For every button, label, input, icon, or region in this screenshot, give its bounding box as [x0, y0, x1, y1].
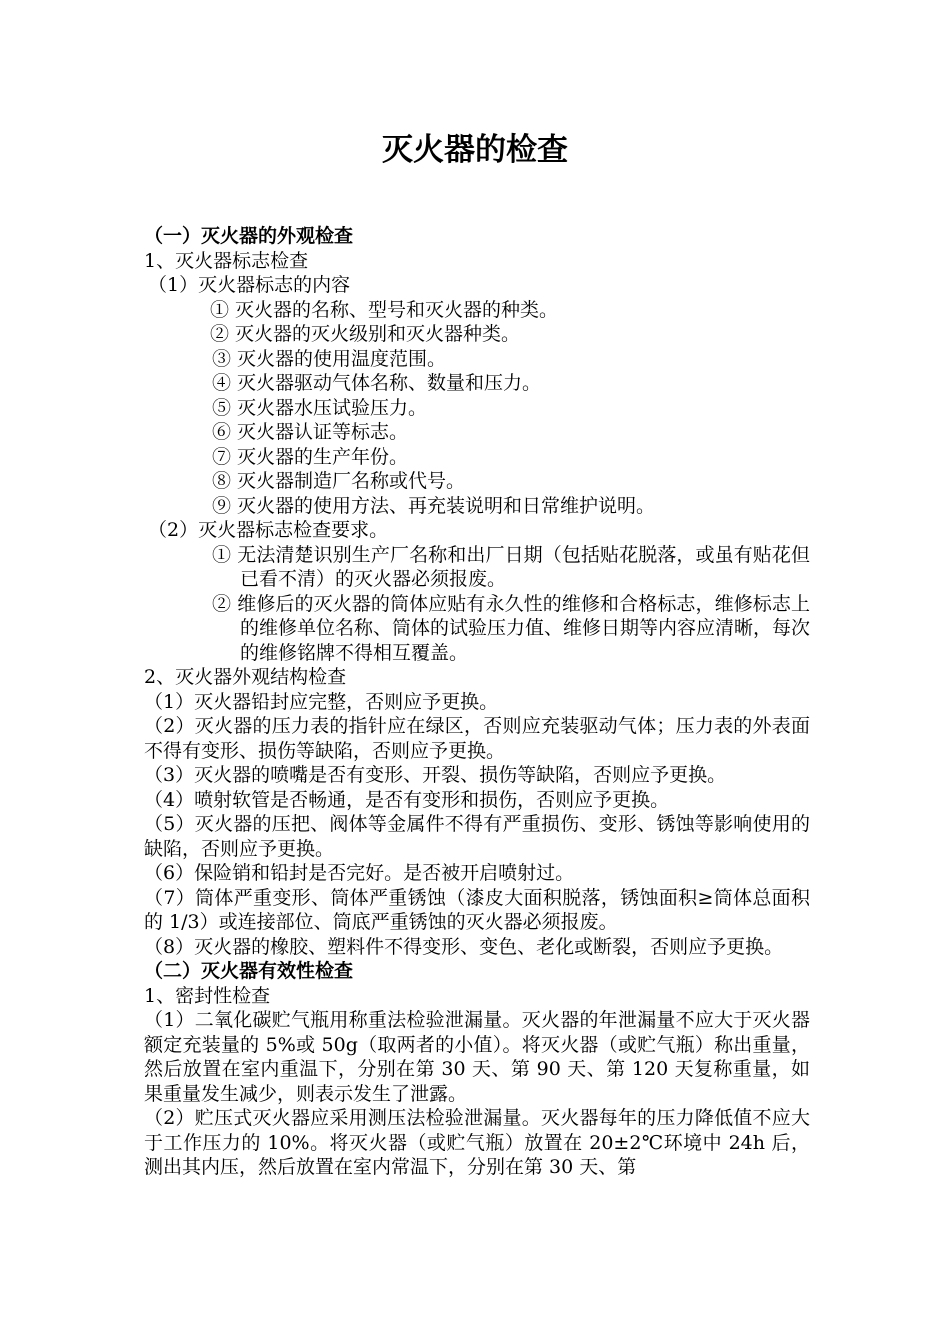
paragraph: （3）灭火器的喷嘴是否有变形、开裂、损伤等缺陷，否则应予更换。 [144, 764, 727, 786]
list-item: ② 维修后的灭火器的筒体应贴有永久性的维修和合格标志，维修标志上的维修单位名称、筒体的试验压力值、维修日期等内容应清晰，每次的维修铭牌不得相互覆盖。 [212, 592, 811, 664]
list-item: ① 灭火器的名称、型号和灭火器的种类。 [210, 298, 559, 321]
paragraph: （1）灭火器铅封应完整，否则应予更换。 [144, 690, 499, 713]
document-title: 灭火器的检查 [382, 132, 568, 168]
subsection-heading: 2、灭火器外观结构检查 [144, 666, 347, 688]
paragraph: （2）贮压式灭火器应采用测压法检验泄漏量。灭火器每年的压力降低值不应大于工作压力的 10%。将灭火器（或贮气瓶）放置在 20±2℃环境中 24h 后，测出其内压，然后放置在室内常温下，分别在第 30 天、第 [144, 1107, 810, 1178]
list-item: ⑥ 灭火器认证等标志。 [212, 421, 409, 443]
section-heading: （一）灭火器的外观检查 [144, 225, 354, 247]
subsection-item-heading: （1）灭火器标志的内容 [148, 274, 351, 296]
list-item: ① 无法清楚识别生产厂名称和出厂日期（包括贴花脱落，或虽有贴花但已看不清）的灭火器必须报废。 [212, 543, 810, 590]
list-item: ③ 灭火器的使用温度范围。 [212, 347, 447, 370]
paragraph: （7）筒体严重变形、筒体严重锈蚀（漆皮大面积脱落，锈蚀面积≥筒体总面积的 1/3）或连接部位、筒底严重锈蚀的灭火器必须报废。 [144, 886, 810, 933]
subsection-heading: 1、灭火器标志检查 [144, 249, 309, 272]
subsection-heading: 1、密封性检查 [144, 984, 271, 1007]
paragraph: （5）灭火器的压把、阀体等金属件不得有严重损伤、变形、锈蚀等影响使用的缺陷，否则应予更换。 [144, 813, 810, 860]
list-item: ⑤ 灭火器水压试验压力。 [212, 396, 428, 419]
list-item: ② 灭火器的灭火级别和灭火器种类。 [210, 323, 521, 345]
document-body [144, 224, 810, 1180]
paragraph: （1）二氧化碳贮气瓶用称重法检验泄漏量。灭火器的年泄漏量不应大于灭火器额定充装量的 5%或 50g（取两者的小值）。将灭火器（或贮气瓶）称出重量，然后放置在室内重温下，分别在第 30 天、第 90 天、第 120 天复称重量，如果重量发生减少，则表示发生了泄露。 [144, 1009, 810, 1105]
list-item: ⑦ 灭火器的生产年份。 [212, 445, 409, 468]
paragraph: （6）保险销和铅封是否完好。是否被开启喷射过。 [144, 862, 575, 884]
subsection-item-heading: （2）灭火器标志检查要求。 [148, 519, 389, 541]
paragraph: （2）灭火器的压力表的指针应在绿区，否则应充装驱动气体；压力表的外表面不得有变形、损伤等缺陷，否则应予更换。 [144, 715, 810, 762]
section-heading: （二）灭火器有效性检查 [144, 960, 354, 982]
list-item: ⑧ 灭火器制造厂名称或代号。 [212, 470, 466, 492]
paragraph: （4）喷射软管是否畅通，是否有变形和损伤，否则应予更换。 [144, 788, 670, 811]
paragraph: （8）灭火器的橡胶、塑料件不得变形、变色、老化或断裂，否则应予更换。 [144, 935, 784, 958]
list-item: ⑨ 灭火器的使用方法、再充装说明和日常维护说明。 [212, 494, 656, 517]
list-item: ④ 灭火器驱动气体名称、数量和压力。 [212, 372, 542, 394]
